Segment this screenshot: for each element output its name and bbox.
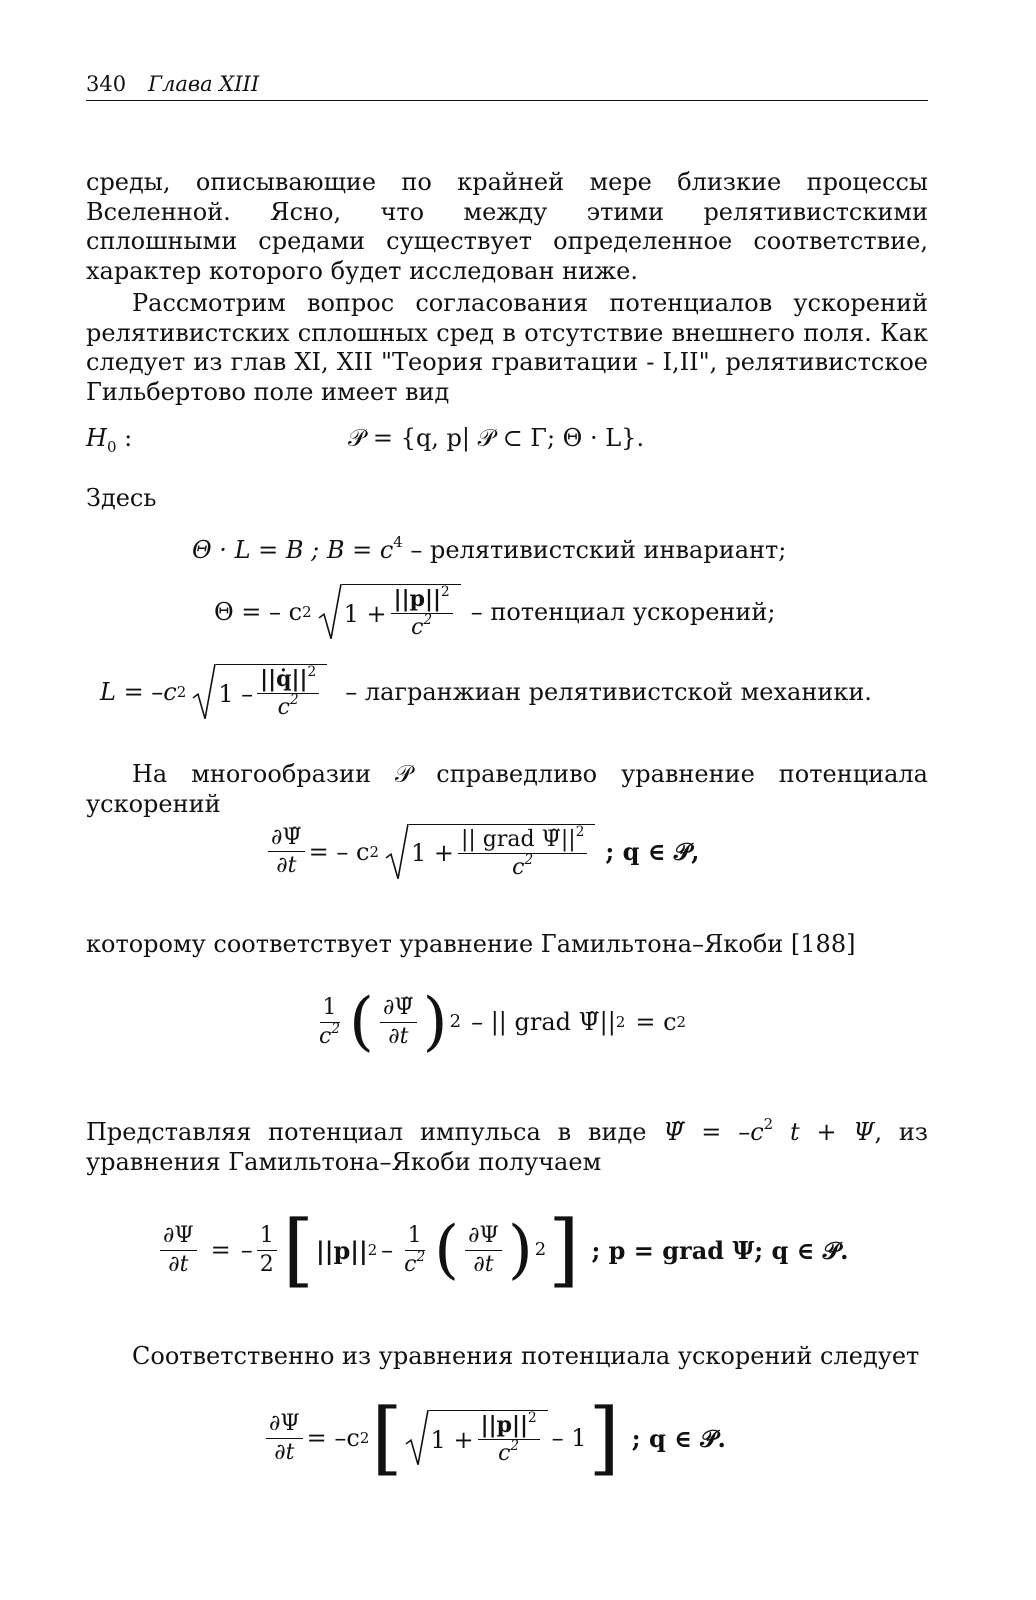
lag-radical	[192, 664, 327, 721]
eq2-derivative	[266, 1411, 303, 1465]
right-paren-icon: )	[507, 1213, 533, 1287]
hj-c-power: 2	[331, 1020, 340, 1037]
eq1-inner-one: 1	[405, 1223, 425, 1250]
radical-sign-icon	[385, 824, 409, 881]
book-page	[86, 72, 929, 1484]
left-bracket-icon: [	[371, 1391, 403, 1484]
theta-lhs: Θ = – c	[214, 598, 303, 627]
hj-inner-den: ∂t	[388, 1023, 409, 1049]
radical-sign-icon	[192, 664, 216, 721]
eq1-inner-derivative	[465, 1223, 502, 1277]
pot-frac-den: c	[512, 854, 525, 880]
theta-frac-num: ||p||	[393, 586, 442, 612]
substitution-lhs: Ψ̃ = –c	[663, 1118, 764, 1146]
page-number: 340	[86, 72, 127, 96]
eq1-inner-minus: –	[381, 1236, 394, 1264]
paragraph-manifold: На многообразии 𝒫 справедливо уравнение потенциала ускорений	[86, 760, 928, 818]
eq2-fraction	[478, 1409, 540, 1467]
radical-sign-icon	[405, 1410, 429, 1467]
pot-rhs: = – c	[308, 837, 370, 866]
pot-frac-den-power: 2	[524, 851, 534, 868]
paragraph-substitution-a: Представляя потенциал импульса в виде	[86, 1118, 647, 1146]
paragraph-2: Рассмотрим вопрос согласования потенциалов ускорений релятивистских сплошных сред в отсутствие внешнего поля. Как следует из глав XI, XII "Теория гравитации - I,II", релятивистское Гильбертово поле имеет вид	[86, 289, 928, 406]
pot-tail: ; q ∈ 𝒫,	[605, 837, 700, 867]
pot-frac-num: || grad Ψ̃||	[460, 826, 576, 852]
final-potential-equation: $\frac{\partial\Psi}{\partial t}$ = –c 2 [ 1 + $\frac{||p||^2}{c^2}$ – 1 ] ; q ∈ 𝒫.	[262, 1398, 1036, 1478]
eq2-frac-den-power: 2	[510, 1437, 520, 1454]
h0-expression: 𝒫 = {q, p| 𝒫 ⊂ Γ; Θ · L}.	[348, 424, 645, 452]
eq1-inner-c-power: 2	[416, 1248, 426, 1265]
theta-formula: Θ = – c 2 1 + $\frac{||p||^2}{c^2}$ – потенциал ускорений;	[214, 583, 776, 641]
substitution-power: 2	[763, 1114, 774, 1133]
paragraph-substitution	[86, 1114, 929, 1177]
pot-frac-num-power: 2	[575, 823, 585, 840]
hj-rest: – || grad Ψ̃||	[471, 1008, 616, 1036]
radical-sign-icon	[318, 584, 342, 641]
eq1-half-num: 1	[257, 1223, 277, 1250]
invariant-power: 4	[393, 532, 403, 551]
lag-text: – лагранжиан релятивистской механики.	[345, 678, 872, 707]
theta-frac-den-power: 2	[423, 612, 433, 629]
substitution-rhs: t + Ψ	[773, 1118, 875, 1146]
eq1-inner-num: ∂Ψ	[465, 1223, 502, 1250]
chapter-title: Глава XIII	[148, 72, 260, 96]
hamilton-jacobi-equation: $\frac{1}{c^2}$ ( $\frac{\partial\Psĩ}{\partial t}$ ) 2 – || grad Ψ̃|| 2 = c 2	[312, 990, 1036, 1054]
eq1-num: ∂Ψ	[160, 1223, 197, 1250]
momentum-potential-equation: $\frac{\partial\Psi}{\partial t}$ = – $\frac{1}{2}$ [ ||p|| 2 – $\frac{1}{c^2}$ ( $\frac{\partial\Psi}{\partial t}$ ) 2 ] ; p = grad Ψ; q ∈ 𝒫.	[156, 1210, 998, 1290]
eq1-equals: =	[210, 1236, 231, 1264]
paragraph-consequently: Соответственно из уравнения потенциала ускорений следует	[132, 1342, 920, 1370]
acceleration-potential-equation: $\frac{\partial\Psĩ}{\partial t}$ = – c 2 1 + $\frac{|| grad \Psĩ||^2}{c^2}$ ; q ∈ 𝒫,	[264, 822, 1036, 880]
pot-radical	[385, 824, 595, 881]
invariant-formula	[192, 532, 1034, 564]
right-paren-icon: )	[422, 985, 448, 1059]
eq1-inner-den: ∂t	[473, 1251, 494, 1277]
hj-derivative	[380, 995, 417, 1049]
theta-one-plus: 1 +	[343, 599, 387, 628]
paragraph-here: Здесь	[86, 484, 157, 512]
eq2-one-plus: 1 +	[430, 1425, 474, 1454]
running-head	[86, 72, 928, 101]
theta-frac-den: c	[411, 615, 424, 641]
eq2-den: ∂t	[274, 1439, 295, 1465]
right-bracket-icon: ]	[588, 1391, 620, 1484]
eq2-minus-one: – 1	[551, 1424, 587, 1452]
right-bracket-icon: ]	[548, 1203, 580, 1296]
eq2-frac-num-power: 2	[527, 1409, 537, 1426]
hj-c: c	[319, 1023, 332, 1049]
pot-derivative	[268, 825, 305, 879]
hj-eq: = c	[635, 1008, 677, 1036]
eq2-frac-den: c	[498, 1441, 511, 1466]
hj-one-over-c2	[316, 995, 343, 1049]
eq1-p: ||p||	[316, 1235, 368, 1265]
left-bracket-icon: [	[282, 1203, 314, 1296]
h0-colon: :	[124, 424, 133, 452]
pot-one-plus: 1 +	[410, 839, 454, 868]
eq1-half	[257, 1223, 277, 1277]
hj-one: 1	[320, 995, 340, 1022]
eq1-tail: ; p = grad Ψ; q ∈ 𝒫.	[591, 1235, 849, 1265]
lag-one-minus: 1 –	[218, 679, 254, 708]
theta-frac-num-power: 2	[441, 583, 450, 600]
eq2-tail: ; q ∈ 𝒫.	[631, 1423, 726, 1453]
theta-fraction	[391, 583, 453, 641]
pot-den: ∂t	[276, 853, 297, 879]
eq2-rhs: = –c	[306, 1424, 360, 1452]
h0-symbol: H	[86, 424, 107, 452]
invariant-expression: Θ · L = B ; B = c	[192, 536, 394, 564]
eq1-derivative	[160, 1223, 197, 1277]
paragraph-1: среды, описывающие по крайней мере близкие процессы Вселенной. Ясно, что между этими релятивистскими сплошными средами существует определенное соответствие, характер которого будет исследован ниже.	[86, 168, 928, 285]
pot-fraction	[458, 823, 587, 881]
eq1-den: ∂t	[168, 1251, 189, 1277]
left-paren-icon: (	[349, 985, 374, 1059]
lagrangian-formula: L = –c 2 1 – $\frac{||q̇||^2}{c^2}$ – лагранжиан релятивистской механики.	[100, 663, 872, 721]
lag-frac-den: c	[277, 695, 290, 721]
lag-frac-num: ||q̇||	[260, 666, 308, 692]
theta-radical	[318, 584, 461, 641]
eq2-num: ∂Ψ	[266, 1411, 303, 1438]
left-paren-icon: (	[434, 1213, 460, 1287]
eq1-half-den: 2	[259, 1251, 274, 1277]
intro-text	[86, 168, 928, 407]
pot-num: ∂Ψ̃	[268, 825, 305, 852]
eq1-inner-c: c	[404, 1251, 417, 1277]
hj-inner-num: ∂Ψ̃	[380, 995, 417, 1022]
eq1-one-over-c2	[401, 1223, 428, 1277]
hilbert-field-definition	[86, 424, 928, 456]
h0-subscript: 0	[106, 437, 117, 456]
theta-text: – потенциал ускорений;	[470, 598, 776, 627]
eq2-radical	[405, 1410, 548, 1467]
eq2-frac-num: ||p||	[480, 1411, 528, 1438]
lag-frac-den-power: 2	[289, 692, 299, 709]
lag-lhs: L = –c	[100, 678, 177, 707]
lag-fraction	[257, 663, 319, 721]
eq1-minus: –	[240, 1236, 253, 1264]
lag-frac-num-power: 2	[307, 663, 317, 680]
paragraph-hamilton-jacobi: которому соответствует уравнение Гамильтона–Якоби [188]	[86, 930, 856, 958]
invariant-text: – релятивистский инвариант;	[402, 536, 787, 564]
paragraph-substitution-b: , из уравнения Гамильтона–Якоби получаем	[86, 1118, 929, 1176]
